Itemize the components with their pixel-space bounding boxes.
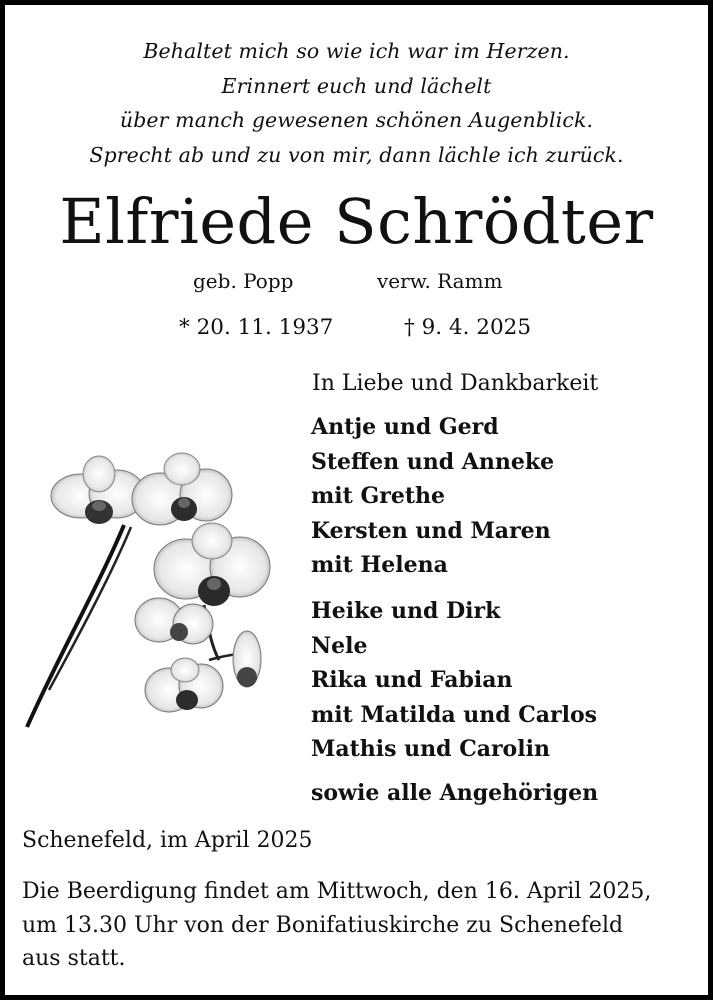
poem	[5, 34, 708, 172]
mourner-line: Steffen und Anneke	[311, 448, 555, 475]
poem-line: über manch gewesenen schönen Augenblick.	[119, 108, 594, 132]
mourners-closing: sowie alle Angehörigen	[311, 780, 599, 806]
mourners-group-1	[311, 410, 554, 583]
mourner-line: Antje und Gerd	[311, 414, 499, 440]
mourner-line: Rika und Fabian	[311, 667, 513, 693]
poem-line: Sprecht ab und zu von mir, dann lächle ich zurück.	[89, 142, 624, 167]
poem-line: Erinnert euch und lächelt	[221, 73, 492, 98]
mourner-line: Nele	[311, 632, 368, 659]
mourner-line: mit Matilda und Carlos	[311, 701, 598, 728]
death-date: † 9. 4. 2025	[404, 315, 531, 340]
funeral-line: aus statt.	[22, 946, 126, 971]
place-and-date: Schenefeld, im April 2025	[22, 828, 313, 853]
funeral-line: um 13.30 Uhr von der Bonifatiuskirche zu Schenefeld	[22, 912, 624, 938]
poem-line: Behaltet mich so wie ich war im Herzen.	[143, 39, 570, 63]
birth-name: geb. Popp	[193, 269, 294, 293]
funeral-notice	[22, 875, 697, 976]
deceased-name: Elfriede Schrödter	[59, 185, 654, 258]
mourners-intro: In Liebe und Dankbarkeit	[312, 371, 599, 396]
orchid-icon	[19, 445, 279, 735]
mourner-line: mit Grethe	[311, 483, 445, 509]
mourner-line: Mathis und Carolin	[311, 736, 550, 762]
widowed-name: verw. Ramm	[377, 269, 503, 293]
funeral-line: Die Beerdigung findet am Mittwoch, den 16. April 2025,	[22, 879, 652, 904]
mourner-line: Heike und Dirk	[311, 598, 501, 624]
mourner-line: mit Helena	[311, 552, 448, 578]
mourners-group-2	[311, 594, 597, 767]
mourner-line: Kersten und Maren	[311, 517, 551, 544]
birth-date: * 20. 11. 1937	[179, 315, 334, 340]
